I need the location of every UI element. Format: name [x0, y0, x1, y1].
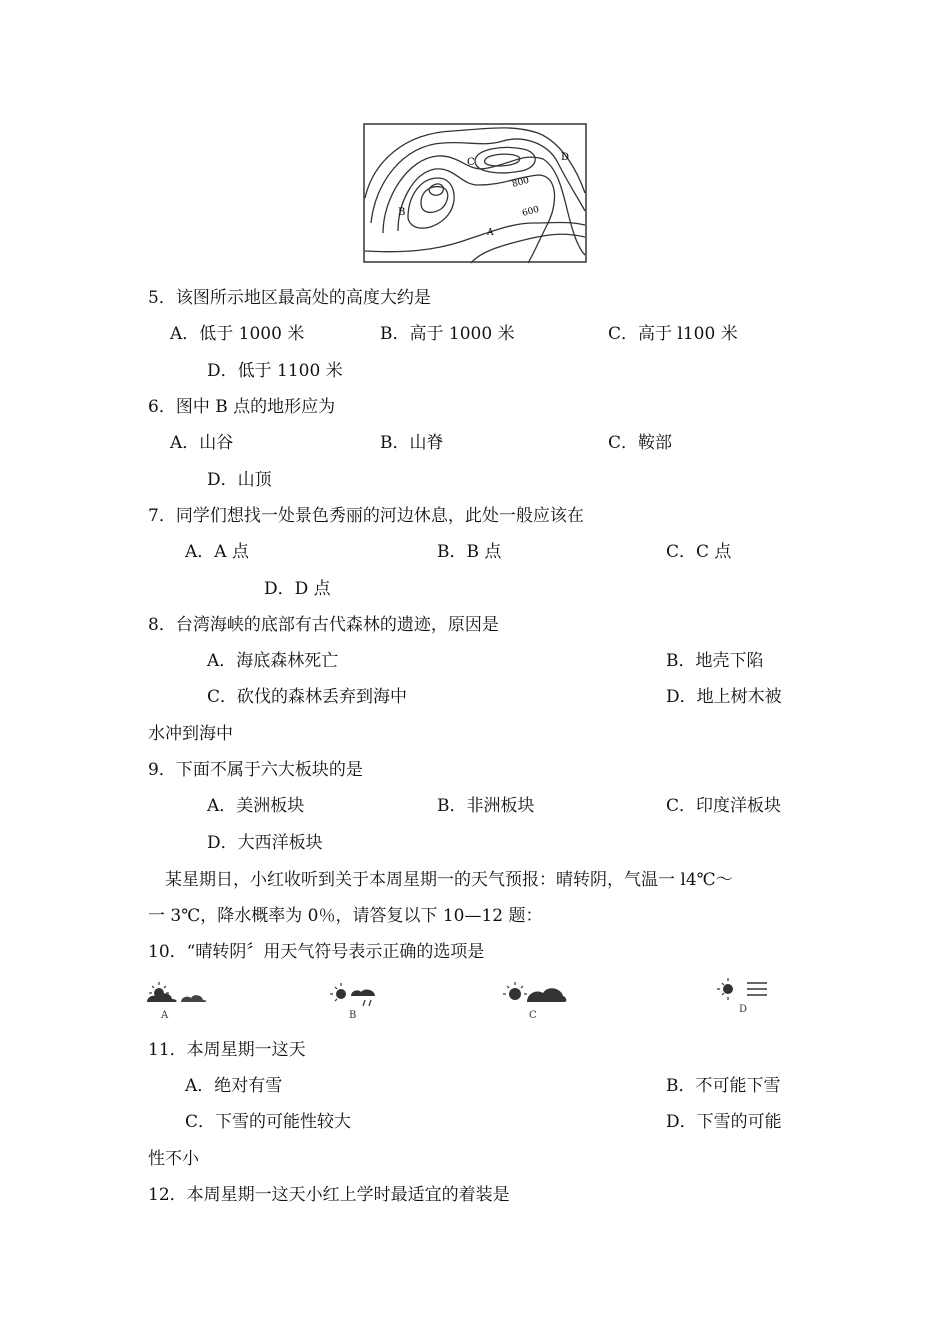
- q6-option-c[interactable]: C．鞍部: [608, 433, 673, 453]
- q9-option-b[interactable]: B．非洲板块: [437, 796, 535, 816]
- q6-option-a[interactable]: A．山谷: [170, 433, 234, 453]
- q11-option-a[interactable]: A．绝对有雪: [185, 1076, 283, 1096]
- weather-label-b: B: [349, 1010, 357, 1021]
- q5-option-d[interactable]: D．低于 1100 米: [207, 361, 343, 381]
- q9-option-c[interactable]: C．印度洋板块: [666, 796, 782, 816]
- q7-option-b[interactable]: B．B 点: [437, 542, 502, 562]
- weather-option-d-icon[interactable]: [717, 978, 767, 1015]
- q7-option-a[interactable]: A．A 点: [185, 542, 249, 562]
- q5-option-a[interactable]: A．低于 1000 米: [170, 324, 305, 344]
- q11-option-d[interactable]: D．下雪的可能: [666, 1112, 782, 1132]
- q8-option-d[interactable]: D．地上树木被: [666, 687, 782, 707]
- map-label-a: A: [487, 228, 494, 238]
- q11-stem: 11．本周星期一这天: [148, 1040, 306, 1060]
- intro-line-2: 一 3℃，降水概率为 0％，请答复以下 10—12 题：: [148, 906, 543, 926]
- weather-symbols: [145, 972, 777, 1024]
- weather-option-b-icon[interactable]: [330, 983, 375, 1021]
- q10-stem: 10．“晴转阴〞用天气符号表示正确的选项是: [148, 942, 485, 962]
- map-label-c: C: [467, 157, 475, 168]
- q6-stem: 6．图中 B 点的地形应为: [148, 397, 336, 417]
- q11-option-d-cont: 性不小: [148, 1149, 199, 1169]
- q8-option-d-cont: 水冲到海中: [148, 724, 233, 744]
- q9-option-a[interactable]: A．美洲板块: [207, 796, 305, 816]
- map-label-800: 800: [511, 175, 531, 190]
- q6-option-b[interactable]: B．山脊: [380, 433, 444, 453]
- weather-option-a-icon[interactable]: [147, 982, 206, 1021]
- q6-option-d[interactable]: D．山顶: [207, 470, 272, 490]
- q8-option-b[interactable]: B．地壳下陷: [666, 651, 764, 671]
- q7-stem: 7．同学们想找一处景色秀丽的河边休息，此处一般应该在: [148, 506, 584, 526]
- q9-stem: 9．下面不属于六大板块的是: [148, 760, 363, 780]
- q8-stem: 8．台湾海峡的底部有古代森林的遗迹，原因是: [148, 615, 499, 635]
- weather-option-c-icon[interactable]: [503, 982, 566, 1021]
- q12-stem: 12．本周星期一这天小红上学时最适宜的着装是: [148, 1185, 510, 1205]
- q7-option-c[interactable]: C．C 点: [666, 542, 732, 562]
- q5-stem: 5．该图所示地区最高处的高度大约是: [148, 288, 431, 308]
- q8-option-c[interactable]: C．砍伐的森林丢弃到海中: [207, 687, 408, 707]
- intro-line-1: 某星期日，小红收听到关于本周星期一的天气预报：晴转阴，气温一 l4℃～: [165, 870, 733, 890]
- q5-option-b[interactable]: B．高于 1000 米: [380, 324, 515, 344]
- weather-label-a: A: [161, 1010, 169, 1021]
- map-label-600: 600: [521, 204, 541, 219]
- weather-label-c: C: [529, 1010, 537, 1021]
- weather-label-d: D: [739, 1004, 748, 1015]
- q5-option-c[interactable]: C．高于 l100 米: [608, 324, 738, 344]
- q11-option-c[interactable]: C．下雪的可能性较大: [185, 1112, 352, 1132]
- q7-option-d[interactable]: D．D 点: [264, 579, 331, 599]
- map-label-d: D: [561, 152, 570, 163]
- q9-option-d[interactable]: D．大西洋板块: [207, 833, 323, 853]
- contour-map: [363, 123, 587, 266]
- q8-option-a[interactable]: A．海底森林死亡: [207, 651, 339, 671]
- map-label-b: B: [398, 207, 406, 218]
- q11-option-b[interactable]: B．不可能下雪: [666, 1076, 781, 1096]
